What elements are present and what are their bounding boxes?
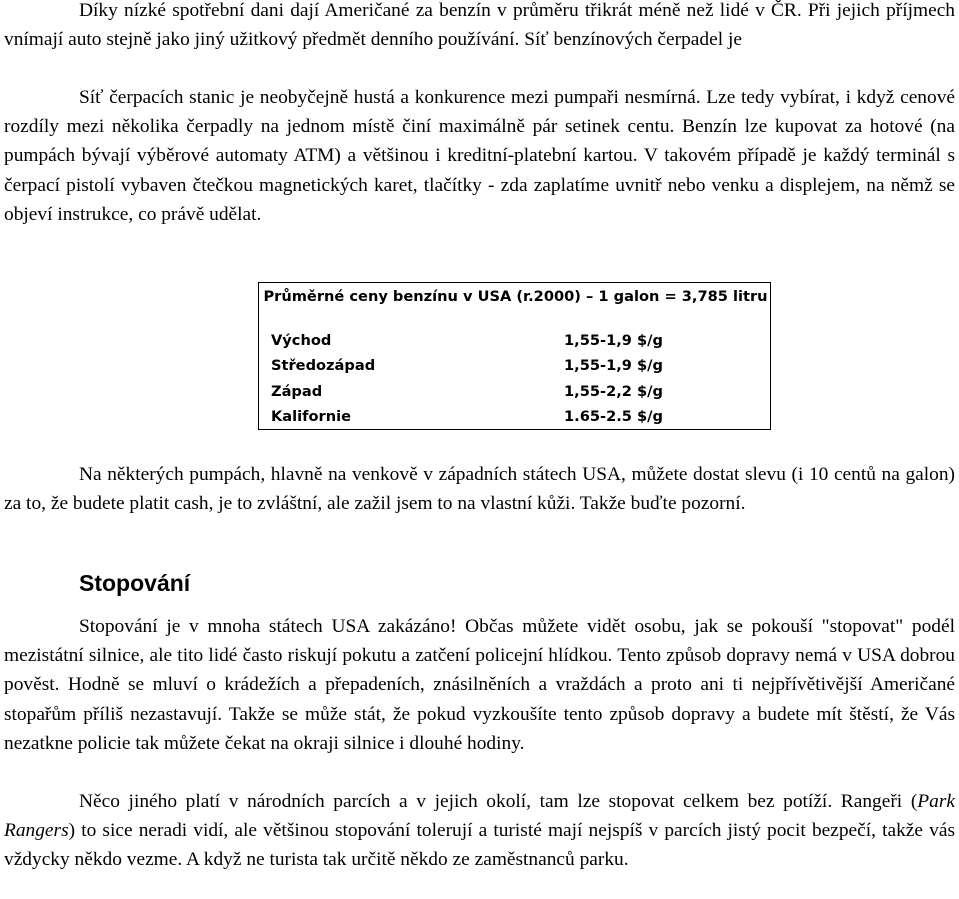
paragraph-gas-stations-part-a: Síť čerpacích stanic je neobyčejně hustá a konkurence mezi pumpaři nesmírná. Lze tedy vybírat, i když cenové rozdíly mezi několika čerpadly na jednom místě činí maximálně pár setinek centu. Benzín lze kupovat za hotové (na pumpách bývají výběrové automaty ATM) a většinou i kreditní-platební kartou. [4, 87, 955, 167]
paragraph-hitchhiking-ban: Stopování je v mnoha státech USA zakázáno! Občas můžete vidět osobu, jak se pokouší "stopovat" podél mezistátní silnice, ale tito lidé často riskují pokutu a zatčení policejní hlídkou. Tento způsob dopravy nemá v USA dobrou pověst. Hodně se mluví o krádežích a přepadeních, znásilněních a vraždách a proto ani ti nejpřívětivější Američané stopařům příliš nezastavují. Takže se může stát, že pokud vyzkoušíte tento způsob dopravy a budete mít štěstí, že Vás nezatkne policie tak můžete čekat na okraji silnice i dlouhé hodiny. [4, 616, 955, 754]
section-heading-hitchhiking: Stopování [79, 570, 191, 596]
gas-price-table-title: Průměrné ceny benzínu v USA (r.2000) – 1 galon = 3,785 litru [263, 288, 768, 305]
price-cell: 1,55-1,9 $/g [564, 332, 663, 349]
paragraph-gas-stations [4, 83, 955, 229]
region-cell: Západ [271, 383, 323, 400]
region-cell: Východ [271, 332, 332, 349]
price-cell: 1,55-2,2 $/g [564, 383, 663, 400]
paragraph-national-parks [4, 787, 955, 875]
table-row [271, 329, 761, 353]
gas-price-table [258, 282, 771, 430]
paragraph-fuel-tax: Díky nízké spotřební dani dají Američané za benzín v průměru třikrát méně než lidé v ČR. Při jejich příjmech vnímají auto stejně jako jiný užitkový předmět denního používání. Síť benzínových čerpadel je [4, 0, 955, 51]
park-rangers-term: Park Rangers [4, 791, 955, 842]
table-row [271, 405, 761, 429]
price-cell: 1.65-2.5 $/g [564, 408, 663, 425]
table-row [271, 380, 761, 404]
region-cell: Kalifornie [271, 408, 352, 425]
paragraph-national-parks-part-a: Něco jiného platí v národních parcích a v jejich okolí, tam lze stopovat celkem bez potíží. Rangeři ( [79, 791, 918, 812]
paragraph-cash-discount: Na některých pumpách, hlavně na venkově v západních státech USA, můžete dostat slevu (i 10 centů na galon) za to, že budete platit cash, je to zvláštní, ale zažil jsem to na vlastní kůži. Takže buďte pozorní. [4, 464, 955, 515]
table-row [271, 354, 761, 378]
region-cell: Středozápad [271, 357, 376, 374]
paragraph-gas-stations-part-b: V takovém případě je každý terminál s čerpací pistolí vybaven čtečkou magnetických karet, tlačítky - zda zaplatíme uvnitř nebo venku a displejem, na němž se objeví instrukce, co právě udělat. [4, 145, 955, 225]
paragraph-national-parks-part-b: ) to sice neradi vidí, ale většinou stopování tolerují a turisté mají nejspíš v parcích jistý pocit bezpečí, takže vás vždycky někdo vezme. A když ne turista tak určitě někdo ze zaměstnanců parku. [4, 820, 955, 871]
price-cell: 1,55-1,9 $/g [564, 357, 663, 374]
